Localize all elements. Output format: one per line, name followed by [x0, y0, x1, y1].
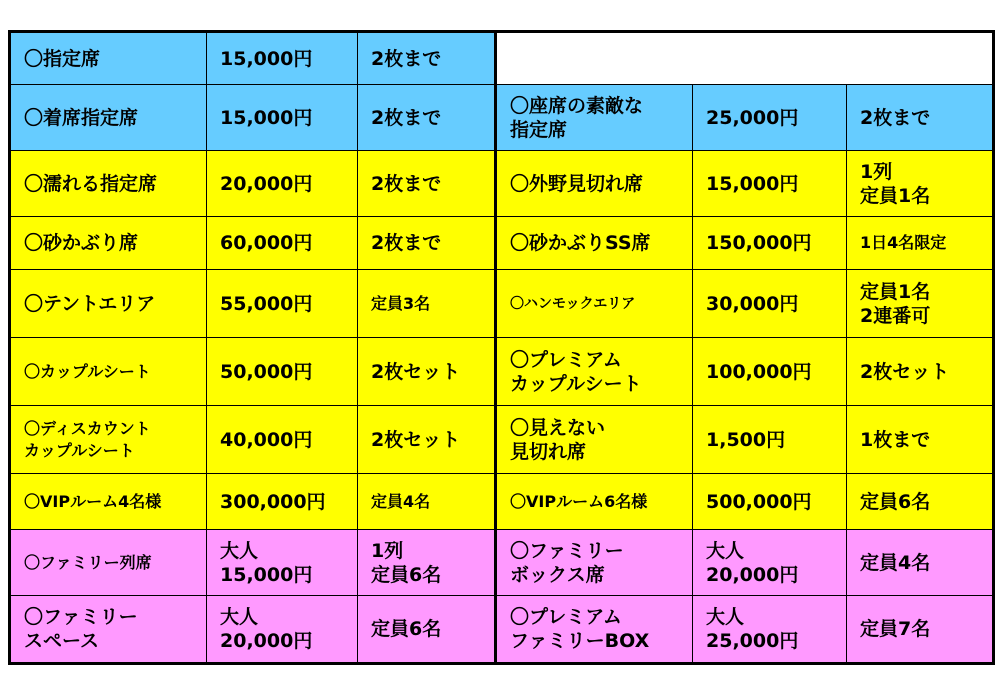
seat-price: 15,000円 [207, 32, 358, 85]
seat-name: 〇VIPルーム4名様 [10, 474, 207, 530]
seat-name: 〇ファミリー ボックス席 [496, 530, 693, 596]
seat-name: 〇濡れる指定席 [10, 151, 207, 217]
seat-price: 50,000円 [207, 338, 358, 406]
seat-price: 150,000円 [693, 217, 847, 270]
seat-limit: 定員6名 [358, 596, 496, 664]
seat-limit: 定員7名 [847, 596, 994, 664]
seat-limit: 2枚まで [847, 85, 994, 151]
seat-name: 〇VIPルーム6名様 [496, 474, 693, 530]
seat-limit: 1日4名限定 [847, 217, 994, 270]
table-row [10, 338, 994, 406]
seat-price: 40,000円 [207, 406, 358, 474]
seat-price: 100,000円 [693, 338, 847, 406]
table-row [10, 151, 994, 217]
seat-name: 〇ファミリー列席 [10, 530, 207, 596]
seat-price-table [8, 30, 995, 665]
seat-limit: 2枚セット [358, 338, 496, 406]
seat-price: 20,000円 [207, 151, 358, 217]
seat-limit: 1枚まで [847, 406, 994, 474]
seat-limit: 2枚セット [847, 338, 994, 406]
seat-name: 〇砂かぶり席 [10, 217, 207, 270]
seat-limit: 1列 定員1名 [847, 151, 994, 217]
seat-price: 500,000円 [693, 474, 847, 530]
seat-price: 25,000円 [693, 85, 847, 151]
seat-price: 300,000円 [207, 474, 358, 530]
seat-name: 〇着席指定席 [10, 85, 207, 151]
table-row [10, 85, 994, 151]
table-row [10, 270, 994, 338]
seat-price: 大人 15,000円 [207, 530, 358, 596]
seat-limit: 2枚まで [358, 151, 496, 217]
table-row [10, 530, 994, 596]
seat-limit: 2枚まで [358, 32, 496, 85]
seat-limit: 2枚セット [358, 406, 496, 474]
table-row [10, 596, 994, 664]
seat-price: 60,000円 [207, 217, 358, 270]
seat-name: 〇カップルシート [10, 338, 207, 406]
seat-name: 〇プレミアム カップルシート [496, 338, 693, 406]
seat-limit: 2枚まで [358, 85, 496, 151]
table-row [10, 406, 994, 474]
table-row [10, 32, 994, 85]
seat-price: 30,000円 [693, 270, 847, 338]
seat-name: 〇見えない 見切れ席 [496, 406, 693, 474]
seat-limit: 定員6名 [847, 474, 994, 530]
seat-price: 大人 20,000円 [693, 530, 847, 596]
seat-name: 〇プレミアム ファミリーBOX [496, 596, 693, 664]
seat-name: 〇外野見切れ席 [496, 151, 693, 217]
seat-name: 〇ファミリー スペース [10, 596, 207, 664]
seat-name: 〇ハンモックエリア [496, 270, 693, 338]
seat-price: 15,000円 [207, 85, 358, 151]
seat-name: 〇指定席 [10, 32, 207, 85]
seat-limit: 定員1名 2連番可 [847, 270, 994, 338]
seat-limit: 定員4名 [358, 474, 496, 530]
seat-price: 15,000円 [693, 151, 847, 217]
seat-limit: 1列 定員6名 [358, 530, 496, 596]
table-row [10, 217, 994, 270]
seat-price: 1,500円 [693, 406, 847, 474]
seat-price: 大人 25,000円 [693, 596, 847, 664]
seat-limit: 2枚まで [358, 217, 496, 270]
seat-name: 〇砂かぶりSS席 [496, 217, 693, 270]
seat-limit: 定員4名 [847, 530, 994, 596]
table-row [10, 474, 994, 530]
seat-price: 55,000円 [207, 270, 358, 338]
seat-price: 大人 20,000円 [207, 596, 358, 664]
seat-limit: 定員3名 [358, 270, 496, 338]
seat-name: 〇座席の素敵な 指定席 [496, 85, 693, 151]
seat-name: 〇ディスカウント カップルシート [10, 406, 207, 474]
seat-name: 〇テントエリア [10, 270, 207, 338]
empty-cell [496, 32, 994, 85]
